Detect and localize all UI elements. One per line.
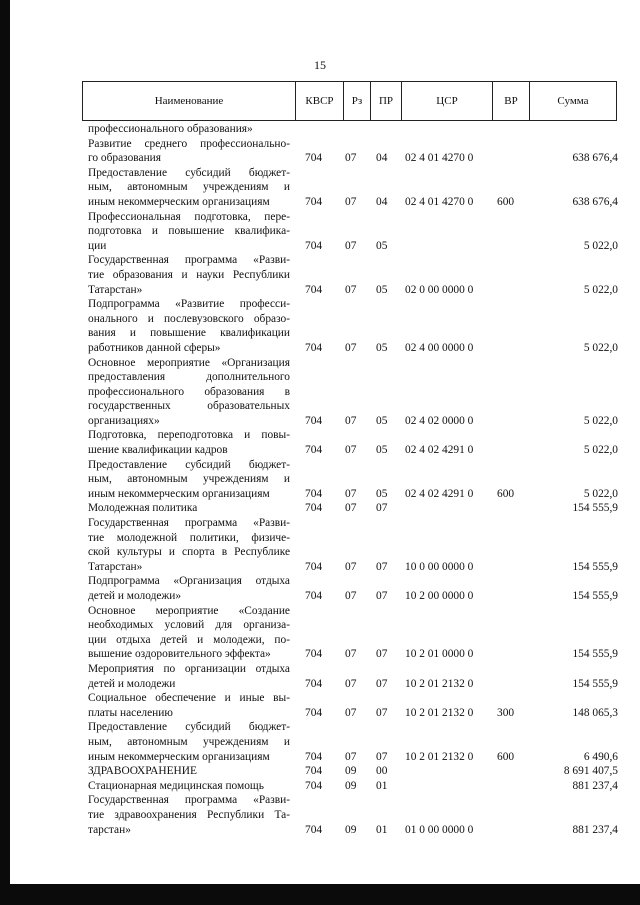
row-name-line: Татарстан» [88,283,143,296]
cell-pr: 07 [376,750,388,763]
cell-pr: 00 [376,765,388,778]
row-name-line: вания и повышение квалификации [88,327,290,340]
cell-pr: 04 [376,195,388,208]
row-name-line: Предоставление субсидий бюджет- [88,166,290,179]
row-name-line: тие образования и науки Республики [88,268,290,281]
table-row [88,122,618,137]
cell-kvsr: 704 [305,414,323,427]
cell-sum: 638 676,4 [572,195,618,208]
cell-kvsr: 704 [305,823,323,836]
row-name-line: иным некоммерческим организациям [88,487,270,500]
row-name-line: Стационарная медицинская помощь [88,779,264,792]
cell-csr: 10 2 01 2132 0 [405,677,474,690]
cell-kvsr: 704 [305,750,323,763]
row-name-line: Государственная программа «Разви- [88,254,290,267]
cell-rz: 07 [345,195,357,208]
row-name-line: вышение оздоровительного эффекта» [88,648,271,661]
row-name-line: иным некоммерческим организациям [88,750,270,763]
cell-kvsr: 704 [305,152,323,165]
cell-kvsr: 704 [305,648,323,661]
row-name-line: Профессиональная подготовка, пере- [88,210,290,223]
header-pr: ПР [371,82,402,120]
header-csr: ЦСР [402,82,493,120]
row-name-line: Татарстан» [88,560,143,573]
cell-pr: 05 [376,283,388,296]
cell-kvsr: 704 [305,765,323,778]
cell-csr: 02 4 01 4270 0 [405,195,474,208]
row-name-line: Предоставление субсидий бюджет- [88,458,290,471]
table-row [88,764,618,779]
row-name-line: государственных образовательных [88,400,290,413]
row-name-line: Подготовка, переподготовка и повы- [88,429,290,442]
row-name-line: тарстан» [88,823,131,836]
cell-rz: 07 [345,590,357,602]
table-row [88,297,618,355]
table-row [88,793,618,837]
cell-sum: 5 022,0 [583,341,618,354]
cell-rz: 09 [345,765,357,778]
row-name-line: тие здравоохранения Республики Та- [88,808,290,821]
cell-csr: 02 0 00 0000 0 [405,283,474,296]
row-name-line: Основное мероприятие «Создание [88,604,290,617]
cell-csr: 02 4 02 0000 0 [405,414,474,427]
table-row [88,662,618,691]
cell-rz: 07 [345,152,357,165]
table-row [88,253,618,297]
cell-rz: 07 [345,560,357,573]
table-row [88,574,618,603]
cell-kvsr: 704 [305,560,323,573]
cell-csr: 10 2 00 0000 0 [405,590,474,602]
table-row [88,691,618,720]
cell-rz: 07 [345,677,357,690]
cell-sum: 5 022,0 [583,444,618,457]
row-name-line: детей и молодежи [88,677,176,690]
cell-pr: 07 [376,706,388,719]
row-name-line: Подпрограмма «Организация отдыха [88,575,290,588]
row-name-line: ской культуры и спорта в Республике [88,546,290,559]
row-name-line: Развитие среднего профессионально- [88,137,290,150]
cell-rz: 07 [345,648,357,661]
cell-sum: 154 555,9 [572,677,618,690]
scan-border-left [0,0,10,905]
row-name-line: работников данной сферы» [88,341,221,354]
cell-sum: 5 022,0 [583,487,618,500]
cell-kvsr: 704 [305,706,323,719]
cell-pr: 01 [376,823,388,836]
cell-csr: 02 4 00 0000 0 [405,341,474,354]
cell-sum: 5 022,0 [583,414,618,427]
row-name-line: ным, автономным учреждениям и [88,735,290,748]
cell-rz: 07 [345,239,357,252]
row-name-line: детей и молодежи» [88,590,182,602]
header-rz: Рз [344,82,371,120]
cell-pr: 07 [376,590,388,602]
cell-kvsr: 704 [305,502,323,515]
table-row [88,458,618,502]
table-row [88,166,618,210]
cell-sum: 6 490,6 [583,750,618,763]
cell-sum: 5 022,0 [583,239,618,252]
row-name-line: онального и послевузовского образо- [88,312,290,325]
table-row [88,501,618,516]
cell-sum: 881 237,4 [572,779,618,792]
row-name-line: Мероприятия по организации отдыха [88,662,290,675]
row-name-line: необходимых условий для организа- [88,619,290,632]
cell-csr: 10 2 01 2132 0 [405,750,474,763]
cell-vr: 600 [497,487,515,500]
cell-vr: 600 [497,195,515,208]
cell-csr: 10 2 01 2132 0 [405,706,474,719]
cell-rz: 07 [345,502,357,515]
table-row [88,210,618,254]
cell-pr: 07 [376,648,388,661]
row-name-line: Государственная программа «Разви- [88,794,290,807]
row-name-line: иным некоммерческим организациям [88,195,270,208]
row-name-line: предоставления дополнительного [88,371,290,384]
cell-kvsr: 704 [305,677,323,690]
header-kvsr: КВСР [296,82,344,120]
cell-rz: 07 [345,414,357,427]
cell-pr: 07 [376,502,388,515]
cell-rz: 07 [345,283,357,296]
table-row [88,137,618,166]
row-name-line: тие молодежной политики, физиче- [88,531,290,544]
table-row [88,604,618,662]
row-name-line: профессионального образования» [88,123,253,135]
header-sum: Сумма [557,95,589,107]
cell-kvsr: 704 [305,444,323,457]
cell-rz: 07 [345,750,357,763]
cell-kvsr: 704 [305,239,323,252]
cell-sum: 5 022,0 [583,283,618,296]
table-row [88,516,618,574]
table-row [88,779,618,794]
table-row [88,720,618,764]
cell-sum: 881 237,4 [572,823,618,836]
cell-kvsr: 704 [305,779,323,792]
row-name-line: Предоставление субсидий бюджет- [88,721,290,734]
cell-pr: 05 [376,487,388,500]
cell-sum: 154 555,9 [572,590,618,602]
cell-kvsr: 704 [305,195,323,208]
cell-csr: 02 4 02 4291 0 [405,487,474,500]
row-name-line: Государственная программа «Разви- [88,517,290,530]
table-body [88,122,618,837]
row-name-line: Подпрограмма «Развитие професси- [88,298,290,311]
cell-sum: 154 555,9 [572,560,618,573]
cell-rz: 07 [345,444,357,457]
cell-kvsr: 704 [305,283,323,296]
header-name: Наименование [83,82,296,120]
cell-sum: 148 065,3 [572,706,618,719]
row-name-line: ции отдыха детей и молодежи, по- [88,633,290,646]
cell-sum: 154 555,9 [572,502,618,515]
row-name-line: подготовка и повышение квалифика- [88,225,290,238]
cell-rz: 09 [345,823,357,836]
cell-pr: 05 [376,444,388,457]
cell-csr: 10 2 01 0000 0 [405,648,474,661]
scan-border-bottom [0,884,640,905]
row-name-line: ным, автономным учреждениям и [88,181,290,194]
cell-vr: 300 [497,706,515,719]
cell-rz: 07 [345,706,357,719]
row-name-line: Социальное обеспечение и иные вы- [88,692,290,705]
cell-csr: 02 4 02 4291 0 [405,444,474,457]
cell-kvsr: 704 [305,487,323,500]
row-name-line: Молодежная политика [88,502,198,515]
table-row [88,356,618,429]
cell-kvsr: 704 [305,590,323,602]
cell-pr: 01 [376,779,388,792]
row-name-line: ции [88,239,107,252]
row-name-line: ным, автономным учреждениям и [88,473,290,486]
cell-csr: 02 4 01 4270 0 [405,152,474,165]
row-name-line: Основное мероприятие «Организация [88,356,290,369]
header-vr: ВР [493,82,530,120]
cell-sum: 8 691 407,5 [563,765,618,778]
cell-sum: 638 676,4 [572,152,618,165]
cell-pr: 05 [376,414,388,427]
cell-pr: 04 [376,152,388,165]
table-row [88,428,618,457]
cell-rz: 07 [345,487,357,500]
cell-vr: 600 [497,750,515,763]
cell-pr: 05 [376,341,388,354]
row-name-line: ЗДРАВООХРАНЕНИЕ [88,765,197,778]
cell-pr: 05 [376,239,388,252]
row-name-line: шение квалификации кадров [88,444,228,457]
cell-pr: 07 [376,560,388,573]
row-name-line: го образования [88,152,162,165]
page-number: 15 [314,58,326,72]
row-name-line: профессионального образования в [88,385,290,398]
cell-csr: 01 0 00 0000 0 [405,823,474,836]
cell-pr: 07 [376,677,388,690]
table-header [82,81,617,121]
cell-kvsr: 704 [305,341,323,354]
row-name-line: организациях» [88,414,160,427]
cell-sum: 154 555,9 [572,648,618,661]
cell-csr: 10 0 00 0000 0 [405,560,474,573]
cell-rz: 07 [345,341,357,354]
row-name-line: платы населению [88,706,173,719]
cell-rz: 09 [345,779,357,792]
